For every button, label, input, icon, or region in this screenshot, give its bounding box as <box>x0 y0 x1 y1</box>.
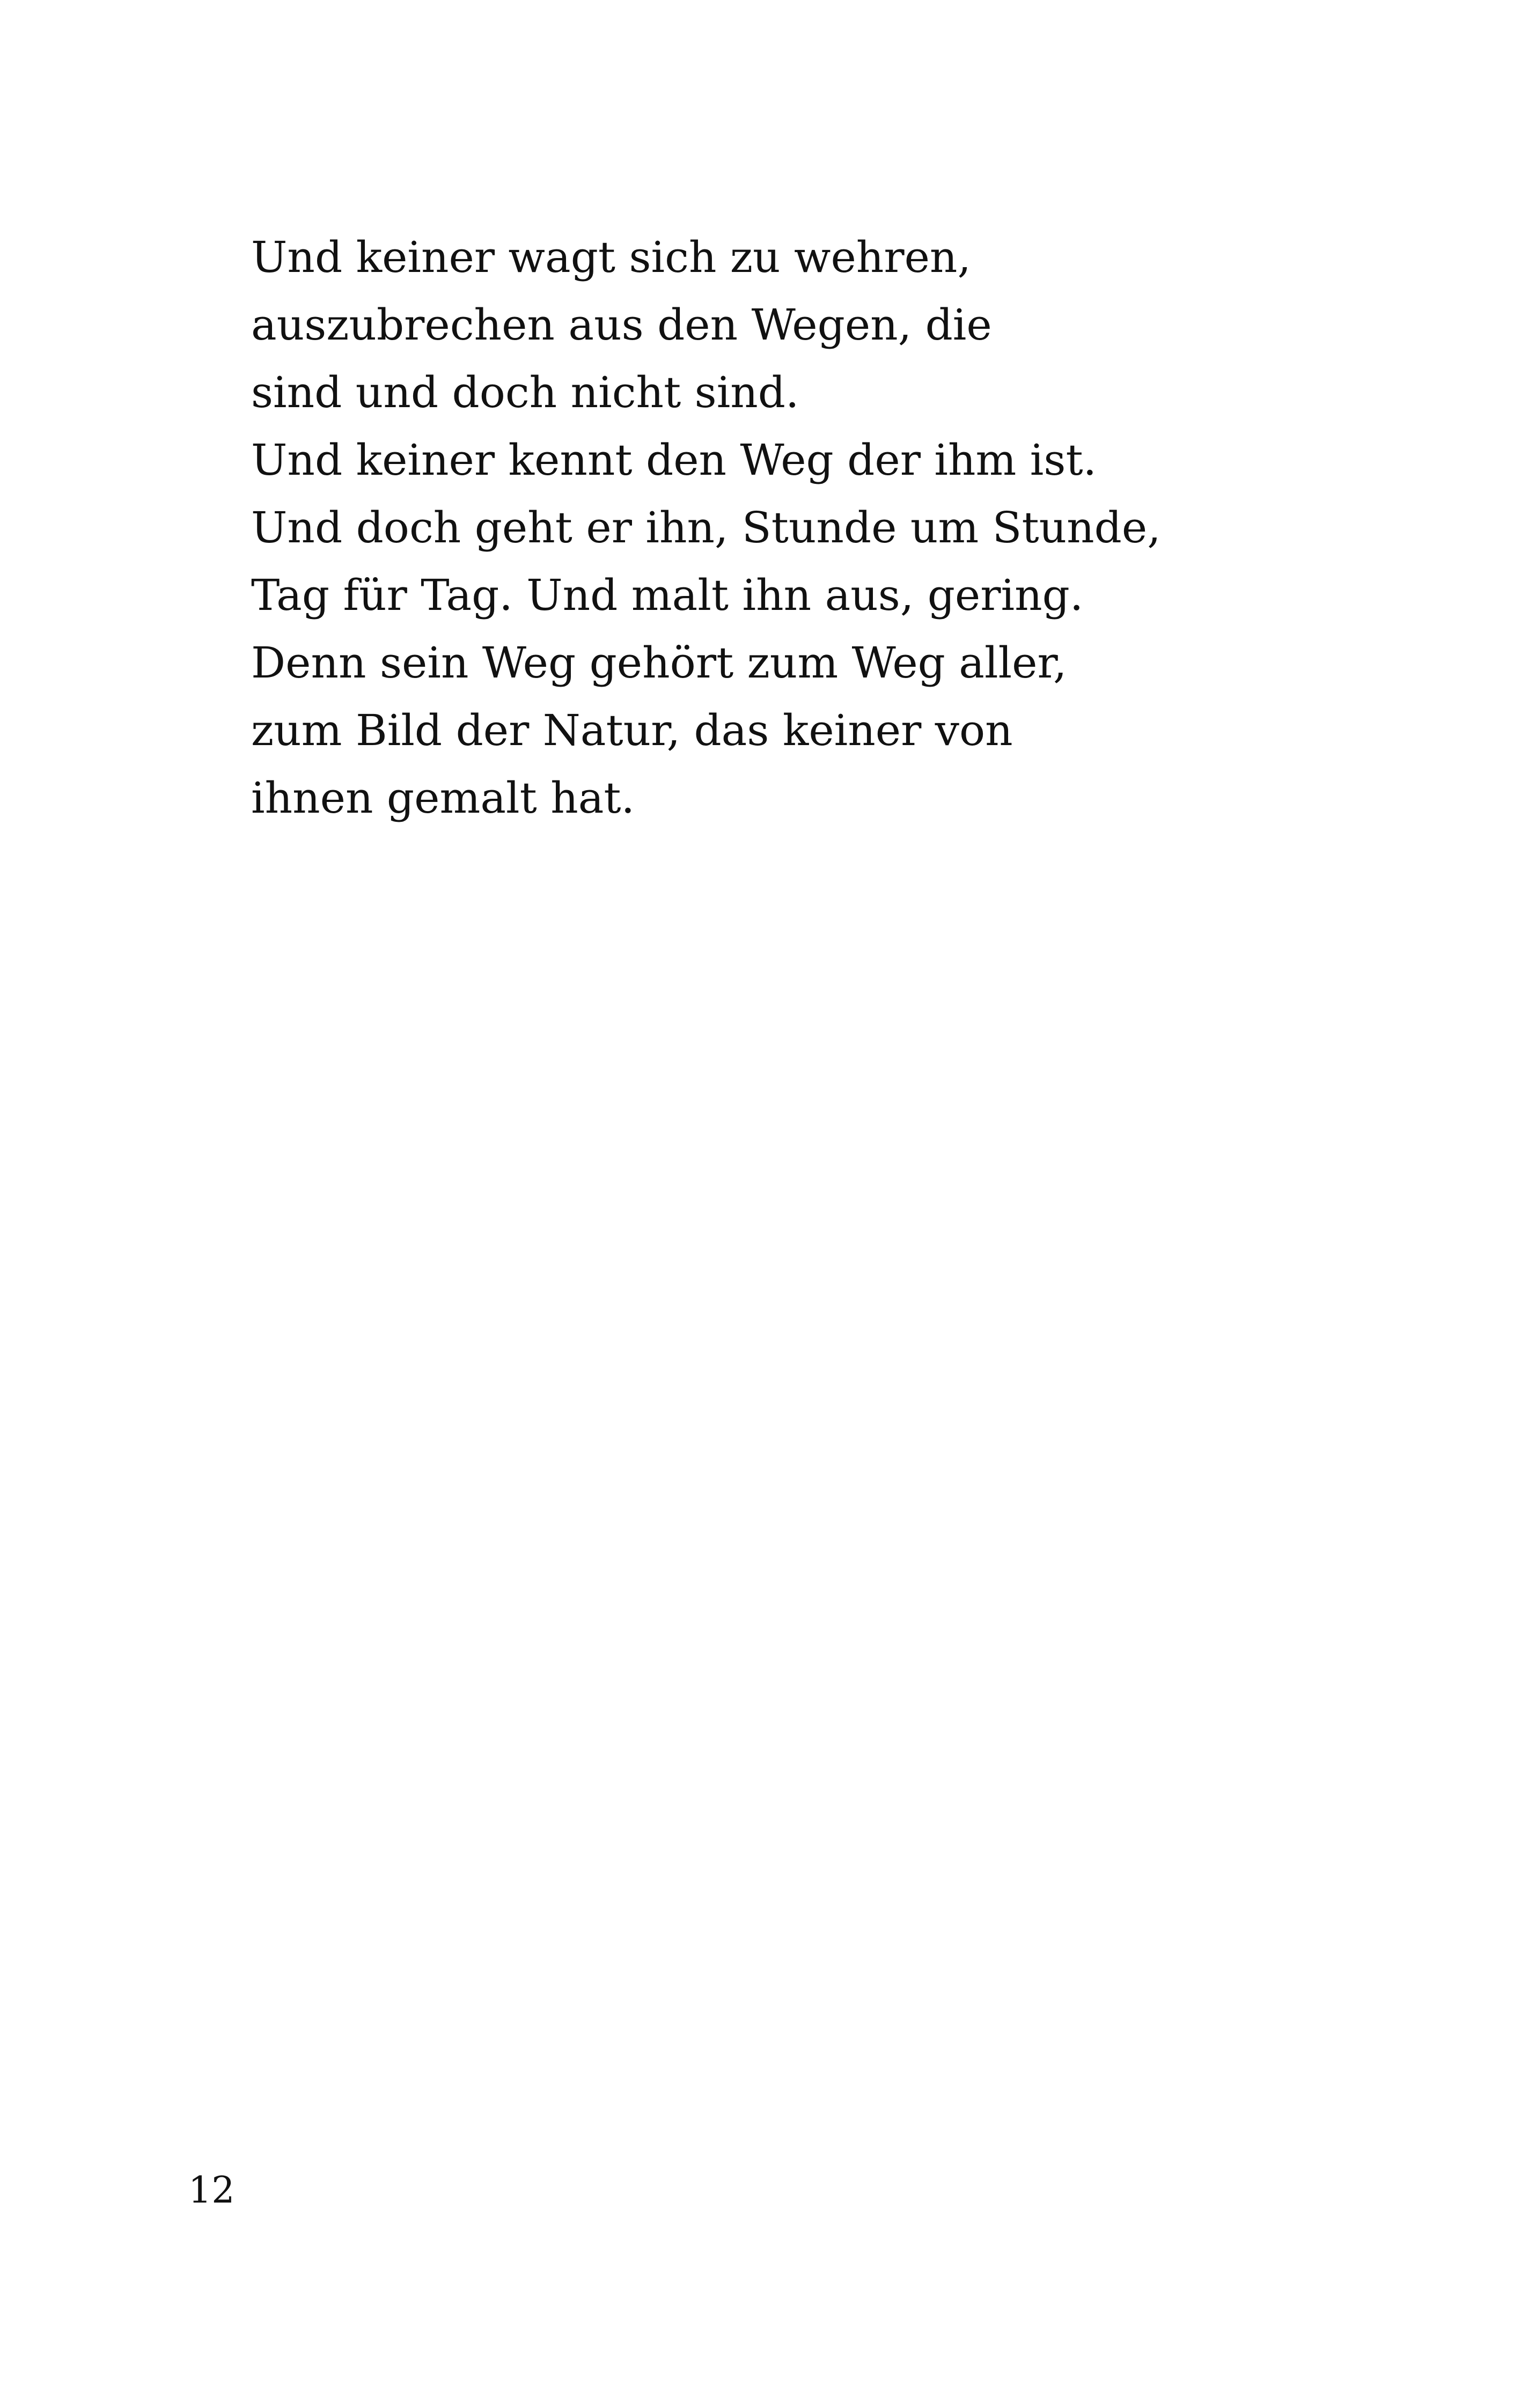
poem-line: Denn sein Weg gehört zum Weg aller, <box>251 638 1067 688</box>
poem-line: Und keiner kennt den Weg der ihm ist. <box>251 435 1097 485</box>
poem-line: ihnen gemalt hat. <box>251 773 635 823</box>
poem-line: Und keiner wagt sich zu wehren, <box>251 232 971 282</box>
poem-line: sind und doch nicht sind. <box>251 367 799 417</box>
poem-line: auszubrechen aus den Wegen, die <box>251 300 992 350</box>
poem-line: Und doch geht er ihn, Stunde um Stunde, <box>251 503 1161 553</box>
poem-line: zum Bild der Natur, das keiner von <box>251 705 1013 755</box>
page-number: 12 <box>188 2169 235 2212</box>
poem-text <box>251 224 1324 832</box>
poem-line: Tag für Tag. Und malt ihn aus, gering. <box>251 570 1084 620</box>
